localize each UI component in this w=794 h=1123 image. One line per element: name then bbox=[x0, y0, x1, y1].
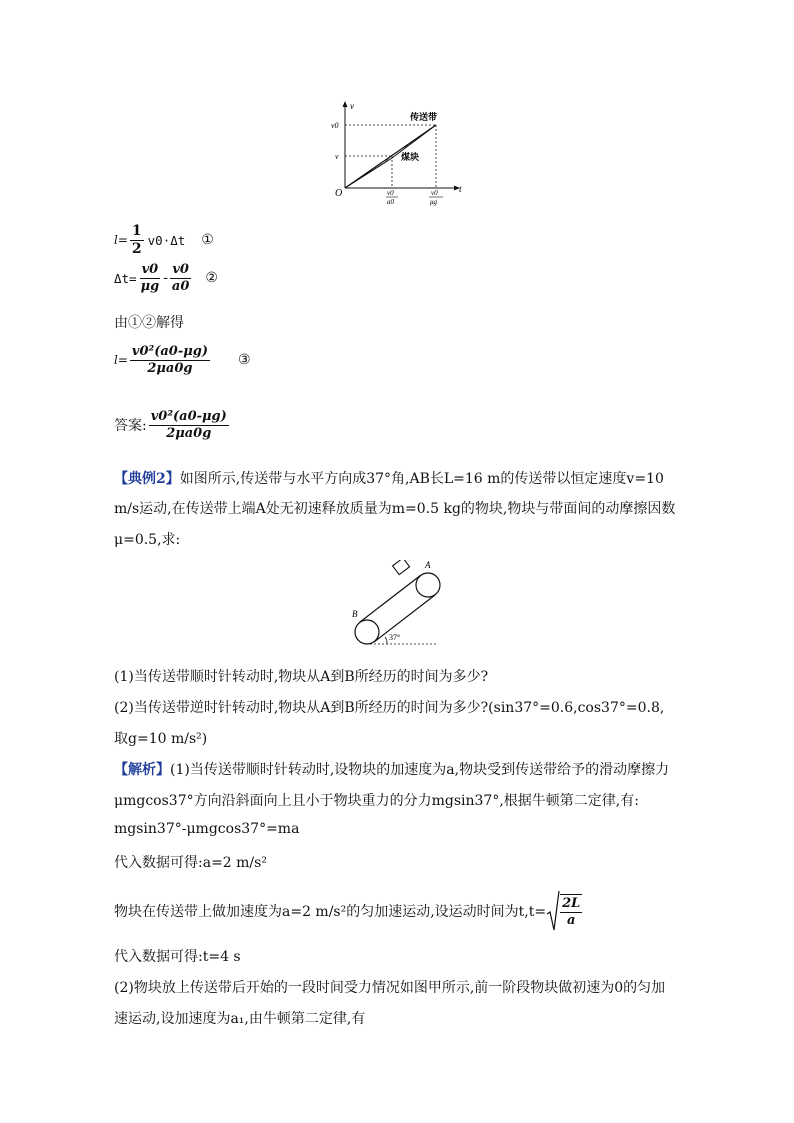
tick-t1-num: v0 bbox=[387, 189, 394, 197]
eq2-f2-num: v0 bbox=[172, 262, 189, 277]
solution-line6: 代入数据可得:t=4 s bbox=[114, 949, 241, 965]
eq2-fraction-1 bbox=[139, 263, 162, 293]
eq2-minus: - bbox=[163, 270, 168, 287]
example2-text1: 如图所示,传送带与水平方向成37°角,AB长L=16 m的传送带以恒定速度v=10 bbox=[179, 471, 664, 487]
eq2-marker: ② bbox=[205, 270, 218, 287]
solution-line8: 速运动,设加速度为a₁,由牛顿第二定律,有 bbox=[114, 1011, 366, 1027]
answer-line bbox=[114, 410, 231, 440]
eq3-fraction bbox=[130, 345, 210, 375]
belt-bottom bbox=[374, 595, 435, 642]
answer-label: 答案: bbox=[114, 418, 147, 435]
eq2-f1-den: μg bbox=[140, 278, 160, 294]
question-2-line2: 取g=10 m/s²) bbox=[114, 731, 208, 747]
solution-line1 bbox=[114, 759, 669, 779]
tick-t1-den: a0 bbox=[387, 198, 394, 206]
solution-line4: 代入数据可得:a=2 m/s² bbox=[114, 855, 267, 871]
example2-line2: m/s运动,在传送带上端A处无初速释放质量为m=0.5 kg的物块,物块与带面间的动摩擦因数 bbox=[114, 501, 676, 517]
sqrt-sign bbox=[546, 890, 560, 932]
tick-t2-den: μg bbox=[430, 198, 438, 206]
solution-line7: (2)物块放上传送带后开始的一段时间受力情况如图甲所示,前一阶段物块做初速为0的匀加 bbox=[114, 980, 666, 996]
example2-line3: μ=0.5,求: bbox=[114, 532, 181, 548]
label-b: B bbox=[352, 609, 358, 619]
sqrt-den: a bbox=[566, 913, 576, 928]
sqrt-num: 2L bbox=[562, 896, 581, 912]
eq1-rhs: v0·Δt bbox=[147, 232, 186, 248]
angle-label: 37° bbox=[389, 633, 401, 642]
solution-text1: (1)当传送带顺时针转动时,设物块的加速度为a,物块受到传送带给予的滑动摩擦力 bbox=[170, 762, 670, 778]
example2-tag: 【典例2】 bbox=[114, 471, 180, 487]
eq1-lhs: l= bbox=[114, 233, 128, 248]
axis-v-label: v bbox=[350, 101, 354, 111]
eq1-frac-num: 1 bbox=[131, 223, 142, 239]
solution-line5 bbox=[114, 890, 584, 932]
eq3-lhs: l= bbox=[114, 353, 128, 368]
eq1-frac-den: 2 bbox=[131, 240, 142, 257]
tick-v0-label: v0 bbox=[331, 121, 339, 130]
solution-line2: μmgcos37°方向沿斜面向上且小于物块重力的分力mgsin37°,根据牛顿第二定律,有: bbox=[114, 793, 639, 809]
equation-2 bbox=[114, 263, 218, 293]
eq1-marker: ① bbox=[201, 232, 214, 249]
eq3-marker: ③ bbox=[237, 352, 251, 369]
axis-t-label: t bbox=[459, 184, 462, 194]
coal-line bbox=[345, 125, 436, 188]
tick-v-label: v bbox=[335, 152, 339, 161]
belt-label: 传送带 bbox=[410, 113, 438, 123]
eq1-fraction bbox=[130, 224, 144, 256]
question-2-line1: (2)当传送带逆时针转动时,物块从A到B所经历的时间为多少?(sin37°=0.6,cos37°=0.8, bbox=[114, 700, 665, 716]
eq3-den: 2μa0g bbox=[147, 360, 193, 376]
solution-text5: 物块在传送带上做加速度为a=2 m/s²的匀加速运动,设运动时间为t,t= bbox=[114, 904, 547, 920]
solution-line3: mgsin37°-μmgcos37°=ma bbox=[114, 821, 300, 837]
answer-den: 2μa0g bbox=[166, 425, 212, 441]
origin-label: O bbox=[335, 188, 343, 199]
incline-belt-figure bbox=[340, 560, 460, 650]
vt-graph bbox=[330, 98, 470, 210]
example2-line1 bbox=[114, 468, 664, 488]
sqrt-expression bbox=[546, 890, 584, 932]
tick-t2-num: v0 bbox=[431, 189, 438, 197]
equation-3 bbox=[114, 345, 251, 375]
belt-top bbox=[360, 575, 421, 622]
answer-num: v0²(a0-μg) bbox=[150, 409, 227, 424]
solution-tag: 【解析】 bbox=[114, 762, 170, 778]
block bbox=[393, 560, 410, 575]
equation-1 bbox=[114, 224, 214, 256]
label-a: A bbox=[425, 560, 431, 570]
eq2-f2-den: a0 bbox=[171, 278, 190, 294]
question-1: (1)当传送带顺时针转动时,物块从A到B所经历的时间为多少? bbox=[114, 669, 489, 685]
eq2-lhs: Δt= bbox=[114, 270, 137, 286]
coal-label: 煤块 bbox=[401, 153, 420, 163]
eq2-fraction-2 bbox=[170, 263, 191, 293]
eq3-num: v0²(a0-μg) bbox=[131, 344, 208, 359]
solve-line: 由①②解得 bbox=[114, 315, 184, 331]
answer-fraction bbox=[149, 410, 229, 440]
eq2-f1-num: v0 bbox=[141, 262, 159, 277]
